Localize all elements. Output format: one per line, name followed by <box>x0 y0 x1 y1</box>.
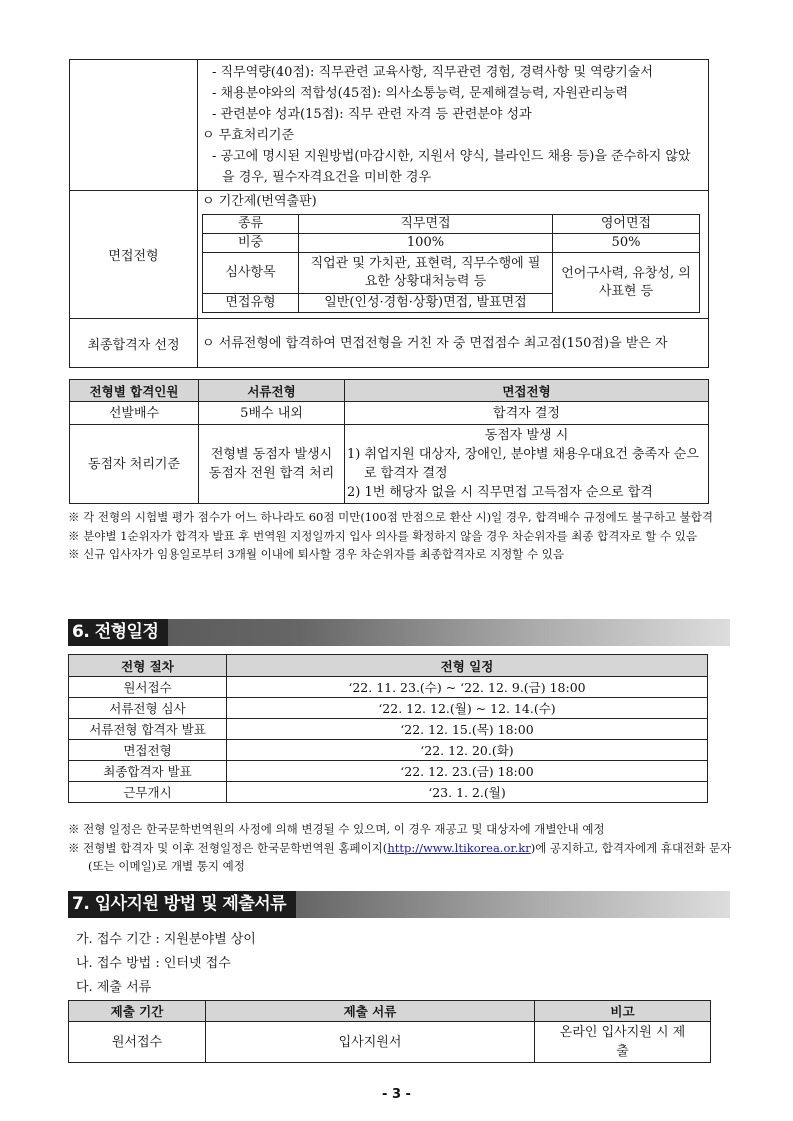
step-cell: 최종합격자 발표 <box>69 761 227 782</box>
date-cell: ‘22. 12. 15.(목) 18:00 <box>227 719 708 740</box>
table-row <box>69 719 708 740</box>
table-row <box>69 761 708 782</box>
schedule-table <box>68 654 708 803</box>
note: ※ 각 전형의 시험별 평가 점수가 어느 하나라도 60점 미만(100점 만점으로 환산 시)일 경우, 합격배수 규정에도 불구하고 불합격 <box>68 510 713 524</box>
list-item: 나. 접수 방법 : 인터넷 접수 <box>76 956 231 971</box>
interview-inner-table <box>202 214 700 313</box>
inner-label: 비중 <box>203 234 299 253</box>
blank-label-cell <box>70 60 198 191</box>
date-cell: ‘23. 1. 2.(월) <box>227 782 708 803</box>
interview-cell <box>198 191 709 319</box>
note: ※ 신규 입사자가 임용일로부터 3개월 이내에 퇴사할 경우 차순위자를 최종합격자로 지정할 수 있음 <box>68 547 564 561</box>
submission-header: 제출 서류 <box>206 1001 535 1022</box>
pass-cell: 동점자 처리기준 <box>70 425 199 504</box>
inner-value: 100% <box>299 234 553 253</box>
page-number: - 3 - <box>382 1087 411 1102</box>
document-criteria-cell <box>198 60 709 191</box>
table-row <box>69 698 708 719</box>
interview-heading: ㅇ 기간제(번역출판) <box>202 194 317 209</box>
schedule-notes <box>68 820 733 876</box>
submission-cell: 온라인 입사지원 시 제출 <box>535 1022 711 1063</box>
tie-rule: 2) 1번 해당자 없을 시 직무면접 고득점자 순으로 합격 <box>347 485 653 500</box>
table-row <box>69 740 708 761</box>
table-row <box>69 782 708 803</box>
date-cell: ‘22. 12. 23.(금) 18:00 <box>227 761 708 782</box>
final-cell <box>198 319 709 368</box>
criteria-line: - 직무역량(40점): 직무관련 교육사항, 직무관련 경험, 경력사항 및 역량기술서 <box>212 65 653 80</box>
pass-cell: 5배수 내외 <box>199 402 345 425</box>
submission-cell: 원서접수 <box>69 1022 206 1063</box>
notes-block <box>68 508 733 564</box>
note: ※ 분야별 1순위자가 합격자 발표 후 번역원 지정일까지 입사 의사를 확정하지 않을 경우 차순위자를 최종 합격자로 할 수 있음 <box>68 528 697 543</box>
inner-value: 직업관 및 가치관, 표현력, 직무수행에 필요한 상황대처능력 등 <box>299 253 553 294</box>
step-cell: 서류전형 심사 <box>69 698 227 719</box>
apply-items <box>76 928 256 1000</box>
submission-header: 제출 기간 <box>69 1001 206 1022</box>
inner-value: 언어구사력, 유창성, 의사표현 등 <box>553 253 700 313</box>
submission-cell: 입사지원서 <box>206 1022 535 1063</box>
note: ※ 전형 일정은 한국문학번역원의 사정에 의해 변경될 수 있으며, 이 경우 재공고 및 대상자에 개별안내 예정 <box>68 822 605 836</box>
section-7-banner <box>68 891 730 918</box>
final-text: ㅇ 서류전형에 합격하여 면접전형을 거친 자 중 면접점수 최고점(150점)을 받은 자 <box>202 335 668 351</box>
inner-value: 일반(인성·경험·상황)면접, 발표면접 <box>299 294 553 313</box>
schedule-header: 전형 절차 <box>69 655 227 677</box>
inner-label: 면접유형 <box>203 294 299 313</box>
inner-value: 50% <box>553 234 700 253</box>
inner-header: 종류 <box>203 215 299 234</box>
tie-break-cell <box>345 425 709 504</box>
criteria-line: - 공고에 명시된 지원방법(마감시한, 지원서 양식, 블라인드 채용 등)을 준수하지 않았을 경우, 필수자격요건을 미비한 경우 <box>212 149 691 185</box>
note-text: )에 공지하고, 합격자에게 휴대전화 문자(또는 이메일)로 개별 통지 예정 <box>88 840 732 873</box>
final-label: 최종합격자 선정 <box>70 319 198 368</box>
pass-header: 서류전형 <box>199 380 345 402</box>
step-cell: 면접전형 <box>69 740 227 761</box>
section-title: 6. 전형일정 <box>68 619 168 646</box>
inner-label: 심사항목 <box>203 253 299 294</box>
pass-cell: 전형별 동점자 발생시 동점자 전원 합격 처리 <box>199 425 345 504</box>
inner-header: 직무면접 <box>299 215 553 234</box>
interview-label: 면접전형 <box>70 191 198 319</box>
pass-cell: 합격자 결정 <box>345 402 709 425</box>
evaluation-criteria-table <box>69 59 709 368</box>
pass-count-table <box>69 379 709 504</box>
inner-header: 영어면접 <box>553 215 700 234</box>
criteria-line: - 채용분야와의 적합성(45점): 의사소통능력, 문제해결능력, 자원관리능력 <box>212 86 629 101</box>
note <box>68 839 733 876</box>
list-item: 가. 접수 기간 : 지원분야별 상이 <box>76 932 256 947</box>
date-cell: ‘22. 12. 12.(월) ~ 12. 14.(수) <box>227 698 708 719</box>
table-row <box>69 1022 711 1063</box>
pass-cell: 선발배수 <box>70 402 199 425</box>
section-title: 7. 입사지원 방법 및 제출서류 <box>68 891 296 918</box>
submission-header: 비고 <box>535 1001 711 1022</box>
criteria-line: - 관련분야 성과(15점): 직무 관련 자격 등 관련분야 성과 <box>212 107 532 122</box>
criteria-line: ㅇ 무효처리기준 <box>202 128 295 143</box>
schedule-header: 전형 일정 <box>227 655 708 677</box>
tie-rule: 1) 취업지원 대상자, 장애인, 분야별 채용우대요건 충족자 순으로 합격자 결정 <box>347 447 699 481</box>
homepage-link[interactable]: http://www.ltikorea.or.kr <box>387 840 531 855</box>
date-cell: ‘22. 12. 20.(화) <box>227 740 708 761</box>
date-cell: ‘22. 11. 23.(수) ~ ‘22. 12. 9.(금) 18:00 <box>227 677 708 698</box>
step-cell: 원서접수 <box>69 677 227 698</box>
step-cell: 근무개시 <box>69 782 227 803</box>
note-text: ※ 전형별 합격자 및 이후 전형일정은 한국문학번역원 홈페이지( <box>68 840 388 855</box>
table-row <box>69 677 708 698</box>
submission-table <box>68 1000 711 1063</box>
tie-title: 동점자 발생 시 <box>484 428 569 443</box>
step-cell: 서류전형 합격자 발표 <box>69 719 227 740</box>
pass-header: 전형별 합격인원 <box>70 380 199 402</box>
section-6-banner <box>68 619 730 646</box>
pass-header: 면접전형 <box>345 380 709 402</box>
list-item: 다. 제출 서류 <box>76 980 152 995</box>
